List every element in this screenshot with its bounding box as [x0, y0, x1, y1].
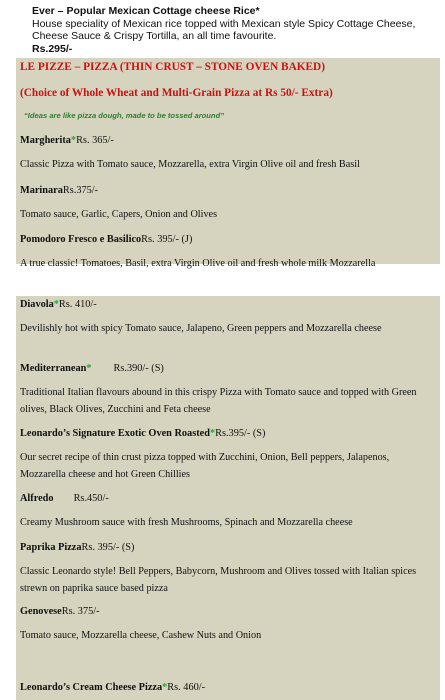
- menu-item-price: Rs. 395/- (S): [81, 542, 135, 553]
- menu-item-description: Our secret recipe of thin crust pizza topped with Zucchini, Onion, Bell peppers, Jalapenos, Mozzarella cheese and hot Green Chillies: [20, 452, 390, 480]
- section-quote: “Ideas are like pizza dough, made to be tossed around”: [24, 111, 225, 120]
- section-choice: (Choice of Whole Wheat and Multi-Grain Pizza at Rs 50/- Extra): [20, 87, 333, 99]
- intro-description: House speciality of Mexican rice topped with Mexican style Spicy Cottage Cheese, Cheese Sauce & Crispy Tortilla, an all time favourite.: [32, 17, 416, 42]
- menu-item-description: Classic Leonardo style! Bell Peppers, Babycorn, Mushroom and Olives tossed with Italian spices strewn on paprika sauce based pizza: [20, 566, 417, 594]
- menu-item-description: Creamy Mushroom sauce with fresh Mushrooms, Spinach and Mozzarella cheese: [20, 517, 353, 528]
- menu-item-name-row: [20, 540, 434, 557]
- menu-item-description: Traditional Italian flavours abound in this crispy Pizza with Tomato sauce and topped with Green olives, Black Olives, Zucchini and Feta cheese: [20, 387, 417, 415]
- menu-item-description: Tomato sauce, Mozzarella cheese, Cashew Nuts and Onion: [20, 630, 262, 641]
- veg-star: *: [86, 363, 92, 374]
- menu-item-name: Diavola: [20, 299, 54, 310]
- menu-item-price: Rs. 395/- (J): [141, 234, 193, 245]
- intro-price: Rs.295/-: [32, 42, 73, 55]
- menu-item-name: Genovese: [20, 606, 62, 617]
- menu-item-name: Marinara: [20, 185, 63, 196]
- menu-item-name: Mediterranean: [20, 363, 87, 374]
- menu-item-price: Rs.450/-: [73, 493, 109, 504]
- menu-item-description: Tomato sauce, Garlic, Capers, Onion and Olives: [20, 209, 218, 220]
- menu-item-price: Rs. 365/-: [76, 135, 114, 146]
- menu-item-description: Classic Pizza with Tomato sauce, Mozzarella, extra Virgin Olive oil and fresh Basil: [20, 159, 360, 170]
- menu-item-name-row: [20, 604, 434, 621]
- menu-item-name: Leonardo’s Signature Exotic Oven Roasted: [20, 428, 210, 439]
- menu-item-name: Paprika Pizza: [20, 542, 82, 553]
- menu-item-name-row: [20, 183, 434, 200]
- section-title: LE PIZZE – PIZZA (THIN CRUST – STONE OVEN BAKED): [20, 61, 325, 73]
- menu-item-price: Rs. 375/-: [61, 606, 100, 617]
- intro-title: Ever – Popular Mexican Cottage cheese Rice*: [32, 5, 260, 17]
- menu-item-price: Rs. 410/-: [58, 299, 97, 310]
- menu-item-price: Rs.390/- (S): [113, 363, 164, 374]
- menu-item-description: A true classic! Tomatoes, Basil, extra Virgin Olive oil and fresh whole milk Mozzarella: [20, 258, 376, 269]
- menu-item-name: Leonardo’s Cream Cheese Pizza: [20, 682, 163, 693]
- menu-item-name-row: [20, 297, 434, 314]
- menu-item-price: Rs.395/- (S): [215, 428, 266, 439]
- menu-item-name-row: [20, 232, 434, 249]
- veg-star: *: [70, 135, 77, 146]
- veg-star: *: [53, 299, 59, 310]
- menu-item-name-row: [20, 361, 434, 378]
- menu-item-name: Margherita: [20, 135, 71, 146]
- menu-item-name: Alfredo: [20, 493, 54, 504]
- menu-item-name-row: [20, 426, 434, 443]
- veg-star: *: [162, 682, 168, 693]
- menu-item-name-row: [20, 491, 434, 508]
- menu-item-name-row: [20, 133, 434, 150]
- menu-item-description: Devilishly hot with spicy Tomato sauce, Jalapeno, Green peppers and Mozzarella cheese: [20, 323, 382, 334]
- menu-item-price: Rs.375/-: [62, 185, 99, 196]
- menu-item-name: Pomodoro Fresco e Basilico: [20, 234, 142, 245]
- menu-item-name-row: [20, 680, 434, 697]
- veg-star: *: [209, 428, 216, 439]
- intro-block: [32, 5, 442, 55]
- menu-item-price: Rs. 460/-: [167, 682, 206, 693]
